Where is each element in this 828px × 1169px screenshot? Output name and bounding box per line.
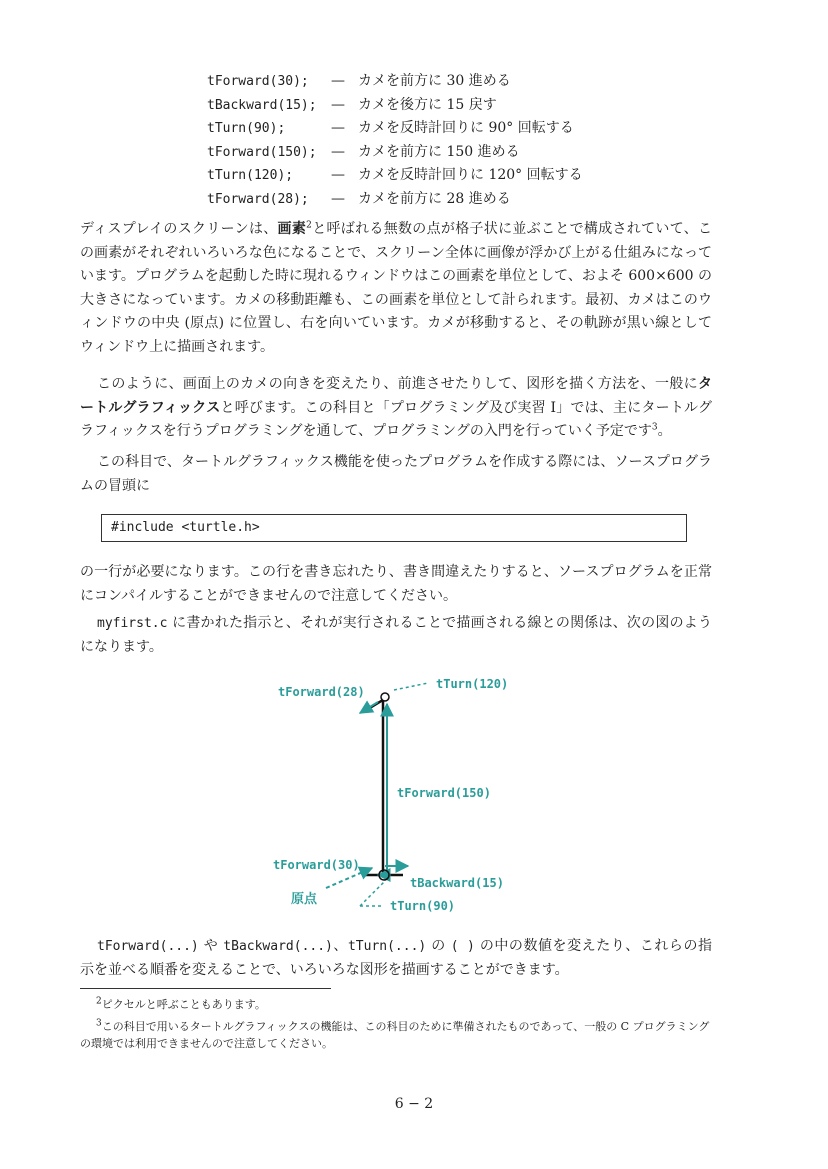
- code-description: カメを反時計回りに 90° 回転する: [358, 120, 574, 137]
- code-dash: —: [331, 190, 345, 207]
- footnote-text: この科目で用いるタートルグラフィックスの機能は、この科目のために準備されたものであって、一般の C プログラミングの環境では利用できませんので注意してください。: [80, 1020, 710, 1050]
- label-turn-120: tTurn(120): [436, 677, 509, 691]
- code-description: カメを後方に 15 戻す: [358, 96, 497, 113]
- text-span: 。: [657, 423, 672, 440]
- label-backward-15: tBackward(15): [410, 876, 504, 890]
- code-description: カメを前方に 28 進める: [358, 190, 511, 207]
- text-span: や: [198, 938, 224, 954]
- footnote-3: [80, 1018, 712, 1052]
- code-inline: tTurn(...): [347, 939, 427, 954]
- text-span: ディスプレイのスクリーンは、: [80, 221, 278, 237]
- label-origin: 原点: [291, 892, 318, 907]
- label-forward-150: tForward(150): [397, 786, 491, 800]
- paragraph-turtle-graphics: [80, 373, 712, 444]
- code-filename: myfirst.c: [97, 616, 168, 631]
- footnote-mark: 2: [96, 996, 102, 1007]
- footnote-mark: 3: [96, 1018, 102, 1029]
- label-forward-30: tForward(30): [273, 858, 360, 872]
- code-description: カメを前方に 150 進める: [358, 143, 520, 160]
- term-turtle-graphics: タートルグラフィックス: [80, 376, 712, 416]
- footnote-2: [80, 996, 712, 1013]
- code-dash: —: [331, 167, 345, 184]
- text-span: 、: [332, 938, 348, 954]
- footnote-mark[interactable]: 2: [306, 220, 312, 231]
- connector-turn-90: [360, 882, 384, 906]
- label-turn-90: tTurn(90): [390, 899, 456, 913]
- term-pixel: 画素: [277, 221, 307, 237]
- code-inline: tBackward(...): [223, 939, 333, 954]
- paragraph-modify-instructions: [80, 935, 712, 982]
- code-description: カメを前方に 30 進める: [358, 73, 511, 89]
- code-command: tBackward(15);: [207, 97, 317, 113]
- code-dash: —: [331, 96, 345, 113]
- code-command: tForward(150);: [207, 144, 317, 160]
- code-command: tForward(28);: [207, 191, 309, 207]
- text-span: の: [426, 938, 451, 954]
- footnote-text: ピクセルと呼ぶこともあります。: [101, 998, 266, 1011]
- connector-turn-120: [394, 683, 428, 690]
- code-command: tForward(30);: [207, 74, 309, 89]
- text-span: と呼びます。この科目と「プログラミング及び実習 I」では、主にタートルグラフィックスを行うプログラミングを通して、プログラミングの入門を行っていく予定です: [80, 399, 712, 440]
- code-command: tTurn(90);: [207, 121, 286, 137]
- paragraph-include-intro: この科目で、タートルグラフィックス機能を使ったプログラムを作成する際には、ソースプログラムの冒頭に: [80, 454, 712, 494]
- code-dash: —: [331, 120, 345, 137]
- text-span: に書かれた指示と、それが実行されることで描画される線との関係は、次の図のようになります。: [80, 615, 712, 655]
- code-command: tTurn(120);: [207, 168, 294, 184]
- footnote-divider: [80, 988, 331, 989]
- include-code-box: #include <turtle.h>: [101, 514, 687, 542]
- code-dash: —: [331, 143, 345, 160]
- paragraph-pixels: [80, 218, 712, 360]
- paragraph-include-warning: の一行が必要になります。この行を書き忘れたり、書き間違えたりすると、ソースプログラムを正常にコンパイルすることができませんので注意してください。: [80, 564, 712, 604]
- page-number: 6 − 2: [394, 1096, 434, 1112]
- paragraph-figure-intro: [80, 612, 712, 659]
- code-inline: ( ): [450, 939, 475, 954]
- code-inline: tForward(...): [97, 939, 199, 954]
- turtle-path-diagram: [260, 670, 560, 920]
- text-span: の中の数値を変えたり、これらの指示を並べる順番を変えることで、いろいろな図形を描画することができます。: [80, 938, 713, 978]
- turn-circle: [381, 693, 389, 701]
- text-span: このように、画面上のカメの向きを変えたり、前進させたりして、図形を描く方法を、一般に: [97, 376, 698, 392]
- code-dash: —: [331, 73, 345, 89]
- code-description: カメを反時計回りに 120° 回転する: [358, 167, 583, 184]
- arrow-forward-28: [360, 702, 378, 713]
- footnote-mark[interactable]: 3: [651, 422, 658, 433]
- text-span: と呼ばれる無数の点が格子状に並ぶことで構成されていて、この画素がそれぞれいろいろな色になることで、スクリーン全体に画像が浮かび上がる仕組みになっています。プログラムを起動した時に現れるウィンドウはこの画素を単位として、およそ 600×600 の大きさになっています。カメの移動距離も、この画素を単位として計られます。最初、カメはこのウィンドウの中央 (原点) に位置し、右を向いています。カメが移動すると、その軌跡が黒い線としてウィンドウ上に描画されます。: [80, 221, 713, 355]
- label-forward-28: tForward(28): [278, 685, 365, 699]
